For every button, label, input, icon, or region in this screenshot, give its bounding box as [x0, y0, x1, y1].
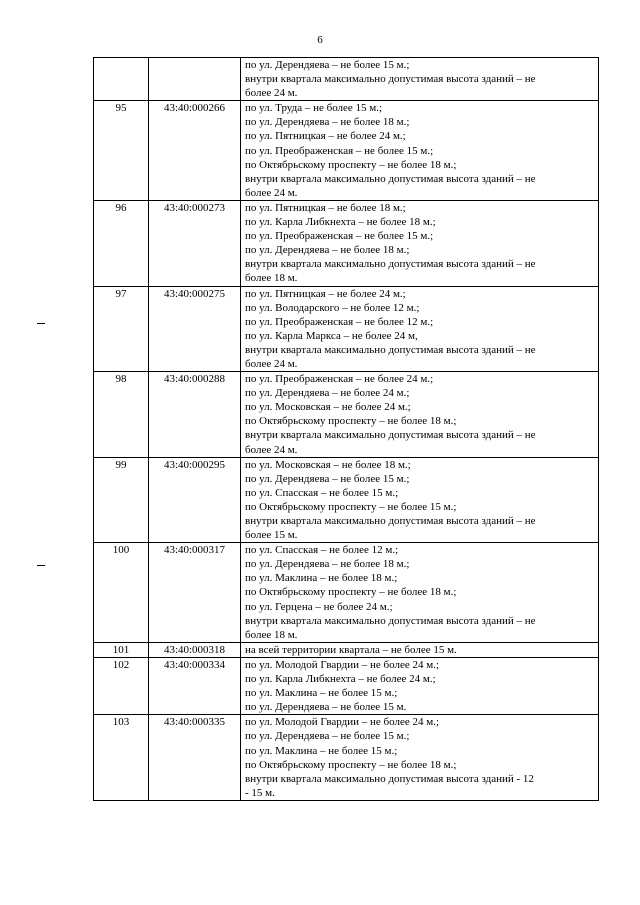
restriction-line: по ул. Дерендяева – не более 24 м.;: [245, 387, 410, 400]
restriction-line: по ул. Труда – не более 15 м.;: [245, 102, 383, 115]
cadastral-number: 43:40:000318: [149, 642, 241, 657]
height-restrictions: [241, 457, 599, 543]
restriction-line: по ул. Дерендяева – не более 15 м.;: [245, 472, 410, 485]
cadastral-number: 43:40:000334: [149, 657, 241, 714]
cadastral-number: [149, 58, 241, 101]
margin-mark: [37, 323, 45, 324]
table-row: [94, 657, 599, 714]
restriction-line: по ул. Преображенская – не более 15 м.;: [245, 144, 434, 157]
restriction-line: более 15 м.: [245, 529, 298, 542]
height-restrictions: [241, 543, 599, 643]
cadastral-number: 43:40:000275: [149, 286, 241, 372]
restriction-line: по ул. Преображенская – не более 15 м.;: [245, 230, 434, 243]
height-restrictions: [241, 715, 599, 801]
table-row: [94, 200, 599, 286]
row-number: 100: [94, 543, 149, 643]
height-restrictions: [241, 58, 599, 101]
restriction-line: внутри квартала максимально допустимая высота зданий – не: [245, 258, 536, 271]
row-number: [94, 58, 149, 101]
row-number: 102: [94, 657, 149, 714]
cadastral-number: 43:40:000273: [149, 200, 241, 286]
restriction-line: по ул. Дерендяева – не более 15 м.;: [245, 730, 410, 743]
restriction-line: по ул. Карла Либкнехта – не более 24 м.;: [245, 673, 436, 686]
restriction-line: по ул. Пятницкая – не более 18 м.;: [245, 201, 406, 214]
restriction-line: по ул. Пятницкая – не более 24 м.;: [245, 287, 406, 300]
height-restrictions: [241, 200, 599, 286]
page-number: 6: [317, 34, 323, 46]
row-number: 97: [94, 286, 149, 372]
cadastral-number: 43:40:000266: [149, 101, 241, 201]
restriction-line: внутри квартала максимально допустимая высота зданий – не: [245, 343, 536, 356]
height-limits-table: [93, 57, 599, 801]
table-row: [94, 543, 599, 643]
restriction-line: по ул. Преображенская – не более 24 м.;: [245, 373, 434, 386]
table-row: [94, 58, 599, 101]
restriction-line: по Октябрьскому проспекту – не более 15 м.;: [245, 500, 457, 513]
restriction-line: по ул. Дерендяева – не более 18 м.;: [245, 116, 410, 129]
height-restrictions: [241, 372, 599, 458]
cadastral-number: 43:40:000335: [149, 715, 241, 801]
row-number: 103: [94, 715, 149, 801]
restriction-line: по ул. Спасская – не более 15 м.;: [245, 486, 399, 499]
margin-mark: [37, 565, 45, 566]
restriction-line: по ул. Маклина – не более 18 м.;: [245, 572, 398, 585]
restriction-line: по ул. Володарского – не более 12 м.;: [245, 301, 420, 314]
table-row: [94, 286, 599, 372]
restriction-line: по ул. Карла Либкнехта – не более 18 м.;: [245, 216, 436, 229]
restriction-line: по ул. Пятницкая – не более 24 м.;: [245, 130, 406, 143]
restriction-line: по ул. Преображенская – не более 12 м.;: [245, 315, 434, 328]
cadastral-number: 43:40:000288: [149, 372, 241, 458]
table-body: [94, 58, 599, 801]
restriction-line: более 24 м.: [245, 186, 298, 199]
restriction-line: по Октябрьскому проспекту – не более 18 м.;: [245, 158, 457, 171]
height-restrictions: [241, 101, 599, 201]
restriction-line: по Октябрьскому проспекту – не более 18 м.;: [245, 758, 457, 771]
restriction-line: по ул. Дерендяева – не более 15 м.;: [245, 59, 410, 71]
height-restrictions: [241, 286, 599, 372]
row-number: 99: [94, 457, 149, 543]
restriction-line: более 24 м.: [245, 87, 298, 100]
restriction-line: внутри квартала максимально допустимая высота зданий – не: [245, 515, 536, 527]
restriction-line: более 24 м.: [245, 443, 298, 456]
restriction-line: на всей территории квартала – не более 15 м.: [245, 643, 457, 656]
restriction-line: по ул. Герцена – не более 24 м.;: [245, 600, 393, 613]
table-row: [94, 372, 599, 458]
restriction-line: по ул. Молодой Гвардии – не более 24 м.;: [245, 658, 439, 671]
row-number: 101: [94, 642, 149, 657]
restriction-line: внутри квартала максимально допустимая высота зданий – не: [245, 429, 536, 442]
row-number: 98: [94, 372, 149, 458]
restriction-line: по ул. Дерендяева – не более 15 м.: [245, 701, 407, 714]
restriction-line: внутри квартала максимально допустимая высота зданий – не: [245, 73, 536, 86]
cadastral-number: 43:40:000295: [149, 457, 241, 543]
height-restrictions: [241, 642, 599, 657]
restriction-line: по ул. Московская – не более 18 м.;: [245, 458, 411, 471]
restriction-line: по ул. Маклина – не более 15 м.;: [245, 687, 398, 700]
restriction-line: внутри квартала максимально допустимая высота зданий - 12: [245, 772, 534, 785]
restriction-line: более 24 м.: [245, 357, 298, 370]
row-number: 95: [94, 101, 149, 201]
restriction-line: по ул. Дерендяева – не более 18 м.;: [245, 244, 410, 257]
restriction-line: по Октябрьскому проспекту – не более 18 м.;: [245, 415, 457, 428]
restriction-line: по ул. Маклина – не более 15 м.;: [245, 744, 398, 757]
table-row: [94, 457, 599, 543]
table-row: [94, 715, 599, 801]
table-row: [94, 642, 599, 657]
cadastral-number: 43:40:000317: [149, 543, 241, 643]
table-row: [94, 101, 599, 201]
restriction-line: по Октябрьскому проспекту – не более 18 м.;: [245, 586, 457, 599]
row-number: 96: [94, 200, 149, 286]
restriction-line: по ул. Карла Маркса – не более 24 м,: [245, 329, 418, 342]
restriction-line: по ул. Молодой Гвардии – не более 24 м.;: [245, 716, 439, 729]
restriction-line: по ул. Московская – не более 24 м.;: [245, 401, 411, 414]
restriction-line: более 18 м.: [245, 628, 298, 641]
restriction-line: внутри квартала максимально допустимая высота зданий – не: [245, 614, 536, 627]
restriction-line: внутри квартала максимально допустимая высота зданий – не: [245, 172, 536, 185]
height-restrictions: [241, 657, 599, 714]
restriction-line: по ул. Спасская – не более 12 м.;: [245, 544, 399, 557]
restriction-line: - 15 м.: [245, 786, 275, 799]
restriction-line: по ул. Дерендяева – не более 18 м.;: [245, 558, 410, 571]
restriction-line: более 18 м.: [245, 272, 298, 285]
